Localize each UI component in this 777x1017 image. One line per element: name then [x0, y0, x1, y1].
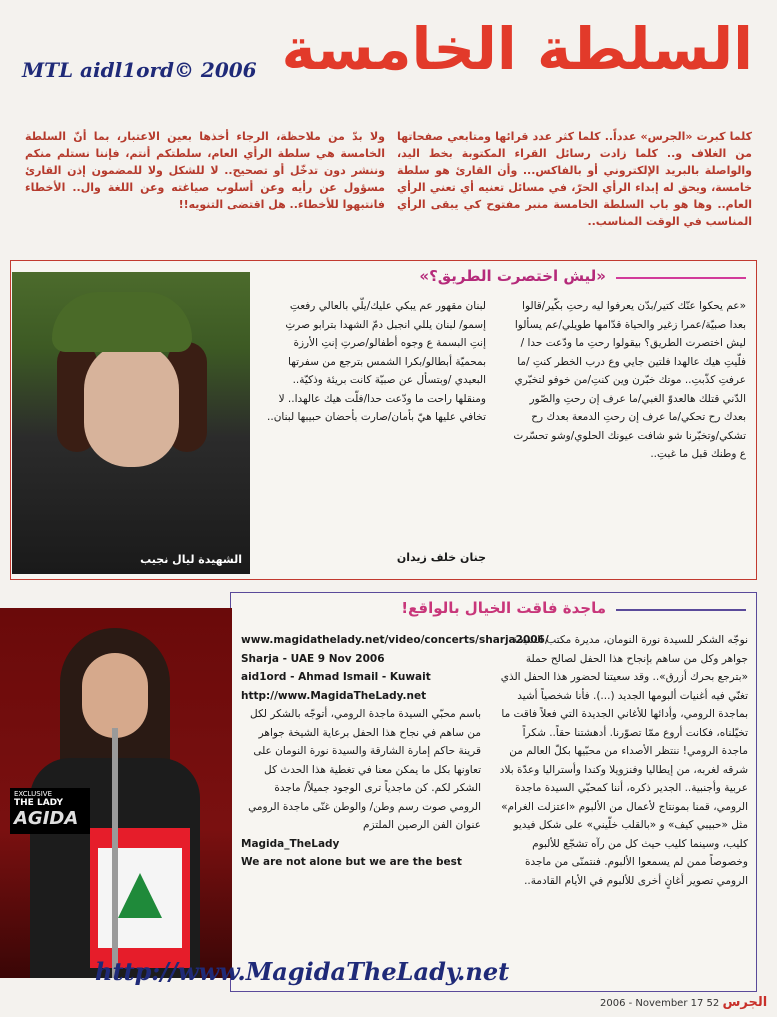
footer-date: 2006 - November 17	[600, 998, 704, 1009]
photo-caption: الشهيدة ليال نجيب	[140, 553, 242, 566]
article2-col2	[241, 631, 549, 872]
watermark-bottom: http://www.MagidaTheLady.net	[95, 957, 510, 986]
article1-col1: «عم يحكوا عنّك كتير/بدّن يعرفوا ليه رحتِ بكّير/قالوا بعدا صبيّة/عمرا زغير والحياة قدّامها طويلي/عم يسألوا ليش اختصرت الطريق؟ بيقولوا رحتِ ما ودّعت حدا /فلّيتِ هيك عالهدا فلتين جايي وع درب الخطر كنتِ /ما عرفتِ كذّبتِ.. موتك خبّرن وين كنتِ/من خوفو لتخبّري الدّني قتلك هالعدوّ الغبي/ما عرف إن رحتِ والصّور بعدك رح تحكي/ما عرف إن رحتِ الدمعة بعدك رح تشكي/وتخبّرنا شو شافت عيونك الحلوي/وشو تحسّرت ع وطنك قبل ما غبتِ..	[513, 300, 746, 460]
watermark-top: MTL aidl1ord© 2006	[22, 58, 257, 82]
cedar-icon	[118, 873, 162, 918]
video-link[interactable]: www.magidathelady.net/video/concerts/sharja2006/	[241, 634, 549, 646]
article1-author: جنان خلف زيدان	[396, 551, 486, 564]
article-box-2	[230, 592, 757, 992]
page-footer	[600, 995, 767, 1010]
slogan: We are not alone but we are the best	[241, 856, 462, 868]
badge-line2: THE LADY	[14, 798, 63, 808]
badge-line3: AGIDA	[14, 808, 79, 829]
title-bar	[616, 609, 746, 611]
intro-right: كلما كبرت «الجرس» عدداً.. كلما كثر عدد قرائها ومتابعي صفحاتها من الغلاف و.. كلما زادت رسائل القراء المكتوبة بخط اليد، والواصلة بالبريد الإلكتروني أو بالفاكس... وأن القارئ هو سلطة خامسة، ويحق له إبداء الرأي الحرّ، في مسائل تعنيه أي تعني الرأي العام.. وها هو باب السلطة الخامسة منبر مفتوح كي يبقى الرأي المناسب في الوقت المناسب..	[397, 130, 752, 228]
microphone-icon	[112, 728, 118, 978]
article1-title: «ليش اختصرت الطريق؟»	[419, 267, 606, 285]
footer-magazine: الجرس	[722, 995, 768, 1010]
section-title: السلطة الخامسة	[281, 15, 753, 83]
author-en: aid1ord - Ahmad Ismail - Kuwait	[241, 671, 431, 683]
signature: Magida_TheLady	[241, 837, 340, 850]
title-bar	[616, 277, 746, 279]
article2-col2-text: باسم محبّي السيدة ماجدة الرومي، أتوجّه بالشكر لكل من ساهم في نجاح هذا الحفل برعاية الشيخة جواهر قرينة حاكم إمارة الشارقة والسيدة نورة النومان على تعاونها بكل ما يمكن معنا في تغطية هذا الحدث كل الشكر لكم. كن ماجدياً ترى الوجود جميلاً/ ماجدة الرومي صوت رسم وطن/ والوطن غنّى ماجدة الرومي عنوان الفن الرصين الملتزم	[248, 708, 481, 831]
photo-hat	[52, 292, 192, 352]
article2-title: ماجدة فاقت الخيال بالواقع!	[401, 599, 606, 617]
badge-line1: EXCLUSIVE	[14, 790, 52, 798]
article2-col1: نوجّه الشكر للسيدة نورة النومان، مديرة مكتب الشيخة جواهر وكل من ساهم بإنجاح هذا الحفل لصالح حملة «بترجع بحرك أزرق».. وقد سعيتنا لحضور هذا الحفل الذي تغنّي فيه أغنيات ألبومها الجديد (...). فأنا شخصياً أشيد بماجدة الرومي، وأدائها للأغاني الجديدة التي فعلاً فاقت ما تخيّلناه، فكانت أروع ممّا تصوّرنا. أدهشتنا حقاً.. شكراً ماجدة الرومي! ننتظر الأصداء من محبّيها بكلّ العالم من شرقه لغربه، من إيطاليا وفنزويلا وكندا وأستراليا وعدّة بلاد عربية وأجنبية.. الجدير ذكره، أننا كمحبّي السيدة ماجدة الرومي، قمنا بمونتاج لأعمال من الألبوم «اعتزلت الغرام» مثل «حبيبي كيف» و «بالقلب خلّيني» على شكل فيديو كليب، وسينما كليب حيث كل من رآه تشجّع للألبوم وخصوصاً ممن لم يسمعوا الألبوم. فنتمنّى من ماجدة الرومي تصوير أغانٍ أخرى للألبوم في الأيام القادمة..	[499, 634, 748, 887]
event-place: Sharja - UAE 9 Nov 2006	[241, 652, 385, 665]
exclusive-badge	[10, 788, 90, 834]
martyr-photo	[12, 272, 250, 574]
photo-face	[84, 342, 179, 467]
photo-face	[82, 653, 148, 738]
article1-col2: لبنان مقهور عم يبكي عليك/يلّي بالعالي رفعتِ إسمو/ لبنان يللي انجبل دمّ الشهدا بترابو صرتِ إنتِ البسمة ع وجوه أطفالو/صرتِ إنتِ الأرزة بمحميّة أبطالو/بكرا الشمس بترجع من سفرتها البعيدي /وبتسأل عن صبيّة كانت بريئة وذكيّة.. ومنقلها راحت ما ودّعت حدا/فلّت هيك عالهدا.. لا تخافي عليها هيّ بأمان/صارت بأحضان حبيبها لبنان..	[267, 300, 486, 423]
intro-left: ولا بدّ من ملاحظة، الرجاء أخذها بعين الاعتبار، بما أنّ السلطة الخامسة هي سلطة الرأي العام، سلطتكم أنتم، فإننا نستلم منكم وننشر دون تدخّل أو تصحيح.. لا للشكل ولا للمضمون إذن القارئ مسؤول عن رأيه وعن أسلوب صياغته وعن اللغة وال.. الأخطاء فانتبهوا للأخطاء.. هل اقتضى التنويه!!	[25, 130, 385, 211]
footer-page: 52	[706, 998, 720, 1009]
site-link[interactable]: http://www.MagidaTheLady.net	[241, 689, 427, 702]
